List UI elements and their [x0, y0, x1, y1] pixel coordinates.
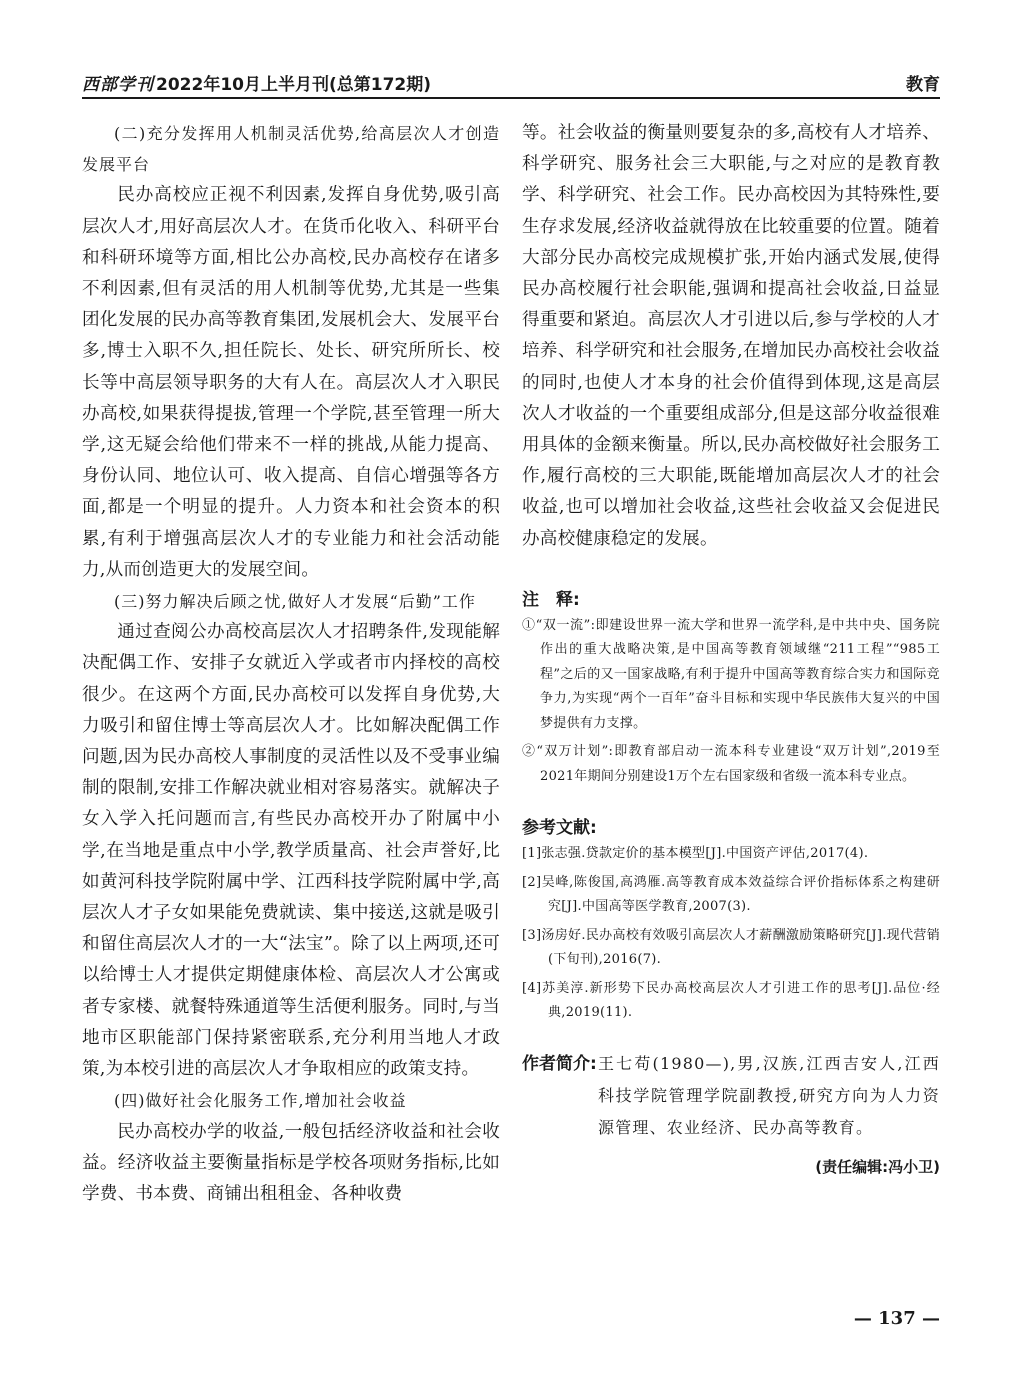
section-label: 教育 — [906, 75, 940, 95]
note-item: ①“双一流”:即建设世界一流大学和世界一流学科,是中共中央、国务院作出的重大战略决策,是中国高等教育领域继“211工程”“985工程”之后的又一国家战略,有利于提升中国高等教育综合实力和国际竞争力,为实现“两个一百年”奋斗目标和实现中华民族伟大复兴的中国梦提供有力支撑。 — [522, 617, 940, 731]
reference-item: [4]苏美淳.新形势下民办高校高层次人才引进工作的思考[J].品位·经典,2019(11). — [522, 980, 940, 1021]
body-paragraph: 民办高校应正视不利因素,发挥自身优势,吸引高层次人才,用好高层次人才。在货币化收入、科研平台和科研环境等方面,相比公办高校,民办高校存在诸多不利因素,但有灵活的用人机制等优势,尤其是一些集团化发展的民办高等教育集团,发展机会大、发展平台多,博士入职不久,担任院长、处长、研究所所长、校长等中高层领导职务的大有人在。高层次人才入职民办高校,如果获得提拔,管理一个学院,甚至管理一所大学,这无疑会给他们带来不一样的挑战,从能力提高、身份认同、地位认可、收入提高、自信心增强等各方面,都是一个明显的提升。人力资本和社会资本的积累,有利于增强高层次人才的专业能力和社会活动能力,从而创造更大的发展空间。 — [82, 185, 500, 580]
note-item: ②“双万计划”:即教育部启动一流本科专业建设“双万计划”,2019至2021年期间分别建设1万个左右国家级和省级一流本科专业点。 — [522, 744, 940, 784]
subsection-heading-2: (二)充分发挥用人机制灵活优势,给高层次人才创造发展平台 — [82, 124, 500, 175]
reference-item: [3]汤房好.民办高校有效吸引高层次人才薪酬激励策略研究[J].现代营销(下旬刊),2016(7). — [522, 927, 940, 968]
body-paragraph-continued: 等。社会收益的衡量则要复杂的多,高校有人才培养、科学研究、服务社会三大职能,与之对应的是教育教学、科学研究、社会工作。民办高校因为其特殊性,要生存求发展,经济收益就得放在比较重要的位置。随着大部分民办高校完成规模扩张,开始内涵式发展,使得民办高校履行社会职能,强调和提高社会收益,日益显得重要和紧迫。高层次人才引进以后,参与学校的人才培养、科学研究和社会服务,在增加民办高校社会收益的同时,也使人才本身的社会价值得到体现,这是高层次人才收益的一个重要组成部分,但是这部分收益很难用具体的金额来衡量。所以,民办高校做好社会服务工作,履行高校的三大职能,既能增加高层次人才的社会收益,也可以增加社会收益,这些社会收益又会促进民办高校健康稳定的发展。 — [522, 123, 940, 549]
author-label: 作者简介: — [522, 1053, 597, 1074]
author-text: 王七苟(1980—),男,汉族,江西吉安人,江西科技学院管理学院副教授,研究方向为人力资源管理、农业经济、民办高等教育。 — [598, 1053, 940, 1137]
journal-title — [82, 70, 431, 95]
reference-item: [1]张志强.贷款定价的基本模型[J].中国资产评估,2017(4). — [522, 846, 869, 862]
references-title: 参考文献: — [522, 818, 597, 839]
header-rule — [82, 97, 940, 99]
notes-title: 注 释: — [522, 589, 580, 610]
journal-logo: 西部学刊 — [82, 75, 154, 95]
page-header — [82, 70, 940, 100]
editor-credit: (责任编辑:冯小卫) — [815, 1157, 940, 1176]
left-column — [82, 118, 500, 1210]
subsection-heading-3: (三)努力解决后顾之忧,做好人才发展“后勤”工作 — [114, 592, 476, 612]
subsection-heading-4: (四)做好社会化服务工作,增加社会收益 — [114, 1091, 407, 1111]
issue-info: 2022年10月上半月刊(总第172期) — [156, 75, 431, 95]
body-paragraph: 民办高校办学的收益,一般包括经济收益和社会收益。经济收益主要衡量指标是学校各项财务指标,比如学费、书本费、商铺出租租金、各种收费 — [82, 1121, 500, 1204]
right-column — [522, 118, 940, 1177]
author-bio — [522, 1048, 940, 1144]
body-paragraph: 通过查阅公办高校高层次人才招聘条件,发现能解决配偶工作、安排子女就近入学或者市内择校的高校很少。在这两个方面,民办高校可以发挥自身优势,大力吸引和留住博士等高层次人才。比如解决配偶工作问题,因为民办高校人事制度的灵活性以及不受事业编制的限制,安排工作解决就业相对容易落实。就解决子女入学入托问题而言,有些民办高校开办了附属中小学,在当地是重点中小学,教学质量高、社会声誉好,比如黄河科技学院附属中学、江西科技学院附属中学,高层次人才子女如果能免费就读、集中接送,这就是吸引和留住高层次人才的一大“法宝”。除了以上两项,还可以给博士人才提供定期健康体检、高层次人才公寓或者专家楼、就餐特殊通道等生活便利服务。同时,与当地市区职能部门保持紧密联系,充分利用当地人才政策,为本校引进的高层次人才争取相应的政策支持。 — [82, 622, 500, 1080]
page-number: — 137 — — [853, 1308, 940, 1329]
reference-item: [2]吴峰,陈俊国,高鸿雁.高等教育成本效益综合评价指标体系之构建研究[J].中国高等医学教育,2007(3). — [522, 874, 940, 915]
